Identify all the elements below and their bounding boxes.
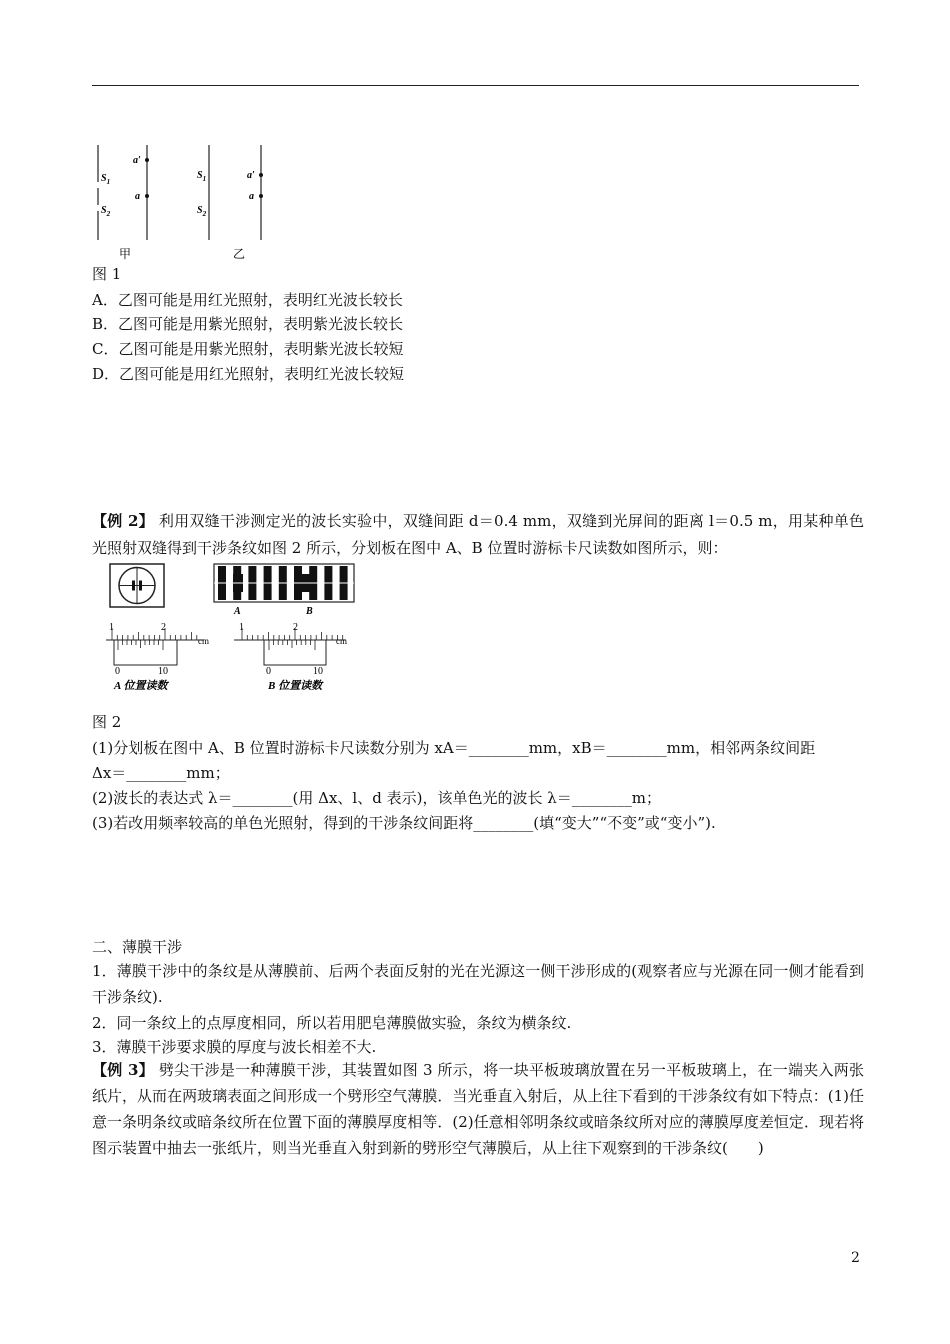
figure-2-label: 图 2 (92, 713, 122, 731)
vernier-a (106, 622, 209, 692)
fig1-right-s1: S (197, 170, 203, 181)
option-a: A．乙图可能是用红光照射，表明红光波长较长 (92, 291, 403, 309)
svg-text:S2: $S_2$ (101, 205, 111, 218)
option-d: D．乙图可能是用红光照射，表明红光波长较短 (92, 365, 405, 383)
fig1-right-dot-aprime (259, 173, 263, 177)
page-number: 2 (851, 1250, 860, 1266)
svg-text:S1: $S_1$ (197, 170, 207, 183)
fig1-left-aprime: a′ (133, 155, 141, 166)
fringe-label-a: A (234, 606, 241, 617)
question-3: (3)若改用频率较高的单色光照射，得到的干涉条纹间距将________(填“变大”“不变”或“变小”). (92, 814, 716, 832)
svg-text:1: 1 (109, 622, 114, 633)
question-1-line-2: Δx＝________mm； (92, 764, 230, 782)
section-2-item-1: 1．薄膜干涉中的条纹是从薄膜前、后两个表面反射的光在光源这一侧干涉形成的(观察者应与光源在同一侧才能看到干涉条纹). (92, 962, 864, 1006)
example-3-tag: 【例 3】 (92, 1061, 154, 1079)
svg-text:S2: $S_2$ (197, 205, 207, 218)
header-rule (92, 85, 859, 86)
example-3-stem (92, 1057, 864, 1161)
fringe-label-b: B (306, 606, 313, 617)
fig1-left-s2: S (101, 205, 107, 216)
svg-text:S1: $S_1$ (101, 173, 111, 186)
svg-text:0: 0 (266, 666, 271, 677)
example-2-tag: 【例 2】 (92, 512, 154, 530)
fig1-right-a: a (249, 191, 254, 202)
figure-1-diagram (92, 140, 282, 264)
svg-text:1: 1 (239, 622, 244, 633)
svg-text:cm: cm (336, 636, 347, 646)
svg-text:cm: cm (198, 636, 209, 646)
svg-text:0: 0 (115, 666, 120, 677)
vernier-b-caption: B 位置读数 (268, 680, 323, 692)
fig1-left-dot-a (145, 194, 149, 198)
fig1-right-aprime: a′ (247, 170, 255, 181)
svg-text:2: 2 (293, 622, 298, 633)
fig1-left-caption: 甲 (119, 247, 132, 261)
fig1-left-dot-aprime (145, 158, 149, 162)
example-2-stem (92, 508, 864, 562)
section-2-item-2: 2．同一条纹上的点厚度相同，所以若用肥皂薄膜做实验，条纹为横条纹. (92, 1014, 572, 1032)
question-2: (2)波长的表达式 λ＝________(用 Δx、l、d 表示)，该单色光的波长 λ＝________m； (92, 789, 661, 807)
example-3-text: 劈尖干涉是一种薄膜干涉，其装置如图 3 所示，将一块平板玻璃放置在另一平板玻璃上，在一端夹入两张纸片，从而在两玻璃表面之间形成一个劈形空气薄膜．当光垂直入射后，从上往下看到的干涉条纹有如下特点：(1)任意一条明条纹或暗条纹所在位置下面的薄膜厚度相等．(2)任意相邻明条纹或暗条纹所对应的薄膜厚度差恒定．现若将图示装置中抽去一张纸片，则当光垂直入射到新的劈形空气薄膜后，从上往下观察到的干涉条纹( ) (92, 1061, 864, 1157)
vernier-a-caption: A 位置读数 (114, 680, 168, 692)
svg-text:2: 2 (161, 622, 166, 633)
svg-text:10: 10 (313, 666, 323, 677)
fig1-left-a: a (135, 191, 140, 202)
option-c: C．乙图可能是用紫光照射，表明紫光波长较短 (92, 340, 404, 358)
figure-2-diagram (106, 562, 366, 698)
option-b: B．乙图可能是用紫光照射，表明紫光波长较长 (92, 315, 404, 333)
question-1-line-1: (1)分划板在图中 A、B 位置时游标卡尺读数分别为 xA＝________mm，xB＝________mm，相邻两条纹间距 (92, 739, 816, 757)
vernier-b (234, 622, 347, 692)
section-2-heading: 二、薄膜干涉 (92, 938, 183, 956)
fig1-right-s2: S (197, 205, 203, 216)
fig1-right-dot-a (259, 194, 263, 198)
section-2-item-3: 3．薄膜干涉要求膜的厚度与波长相差不大. (92, 1038, 377, 1056)
fig1-left-s1: S (101, 173, 107, 184)
example-2-text: 利用双缝干涉测定光的波长实验中，双缝间距 d＝0.4 mm，双缝到光屏间的距离 l＝0.5 m，用某种单色光照射双缝得到干涉条纹如图 2 所示，分划板在图中 A、B 位置时游标卡尺读数如图所示，则： (92, 512, 864, 557)
svg-text:10: 10 (158, 666, 168, 677)
fig1-right-caption: 乙 (233, 247, 246, 261)
figure-1-label: 图 1 (92, 265, 122, 283)
